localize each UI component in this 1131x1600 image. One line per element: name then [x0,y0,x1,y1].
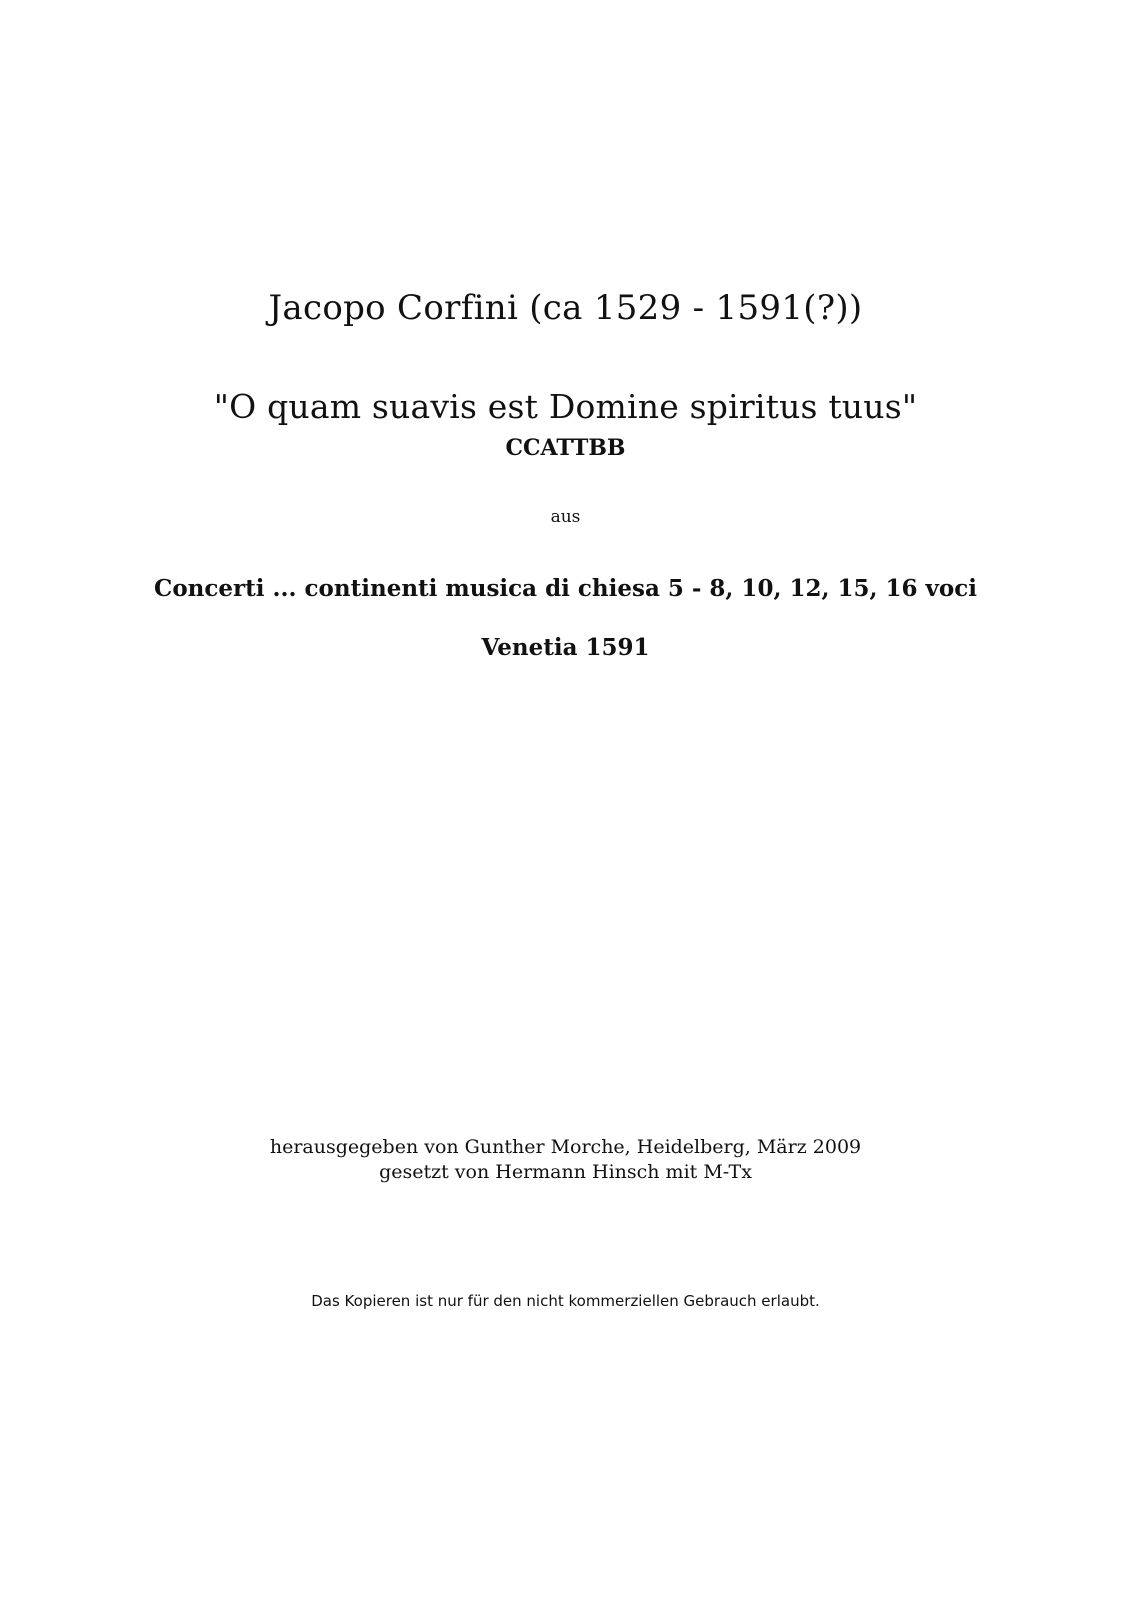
work-title: "O quam suavis est Domine spiritus tuus" [213,387,918,426]
typesetter-credit: gesetzt von Hermann Hinsch mit M-Tx [379,1161,752,1183]
license-note: Das Kopieren ist nur für den nicht kommerziellen Gebrauch erlaubt. [311,1292,820,1310]
source-place-year: Venetia 1591 [481,634,650,661]
composer-heading: Jacopo Corfini (ca 1529 - 1591(?)) [268,288,863,328]
voicing-label: CCATTBB [505,435,626,461]
source-collection-title: Concerti ... continenti musica di chiesa 5 - 8, 10, 12, 15, 16 voci [154,575,977,602]
editor-credit: herausgegeben von Gunther Morche, Heidelberg, März 2009 [269,1136,862,1158]
source-intro: aus [550,507,581,527]
